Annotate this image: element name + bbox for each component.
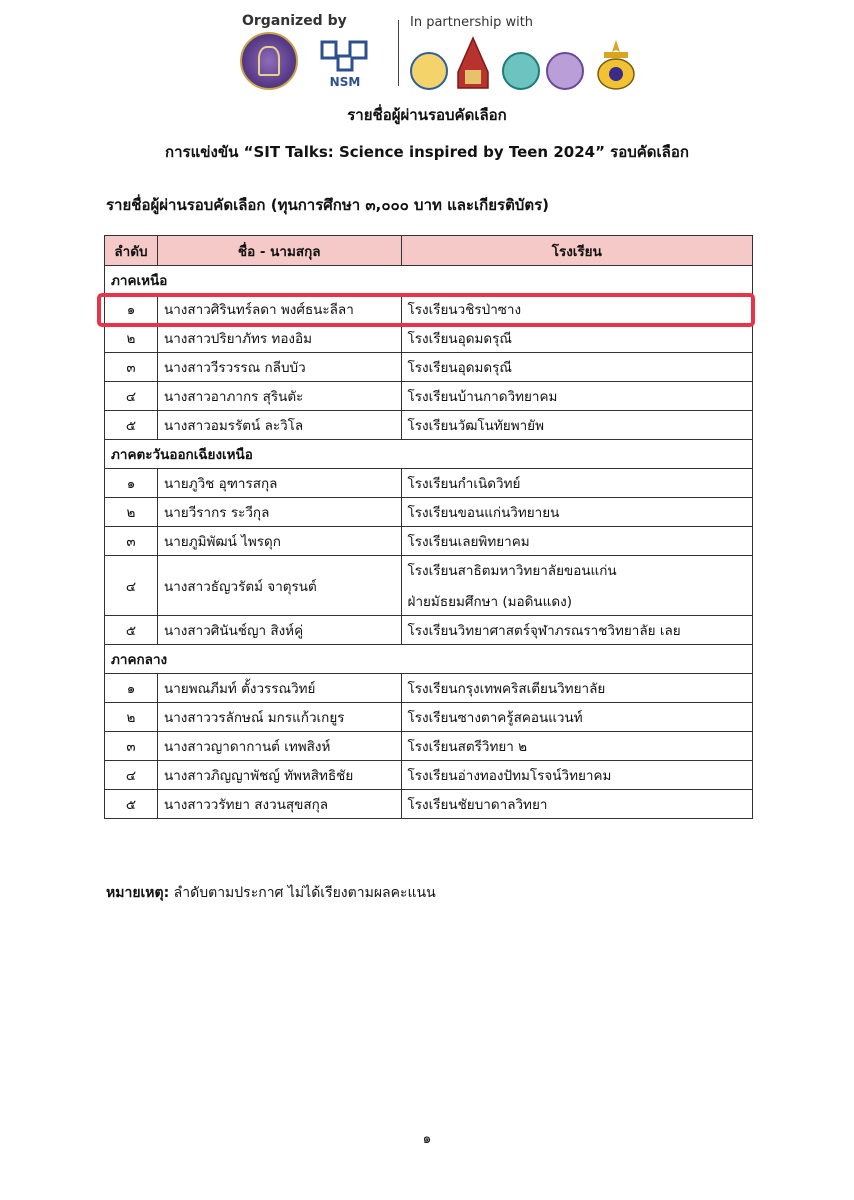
row-number: ๓ [105, 353, 158, 382]
table-row [105, 353, 753, 382]
header-name: ชื่อ - นามสกุล [157, 236, 401, 266]
section-heading: รายชื่อผู้ผ่านรอบคัดเลือก (ทุนการศึกษา ๓,๐๐๐ บาท และเกียรติบัตร) [106, 196, 549, 214]
partner-logo-4-icon [546, 52, 584, 90]
school-name: โรงเรียนสตรีวิทยา ๒ [401, 732, 752, 761]
table-row [105, 527, 753, 556]
student-name: นางสาวปริยาภัทร ทองอิม [157, 324, 401, 353]
page-title: รายชื่อผู้ผ่านรอบคัดเลือก [347, 106, 507, 124]
partner-logo-2-icon [454, 36, 492, 90]
school-name: โรงเรียนวิทยาศาสตร์จุฬาภรณราชวิทยาลัย เลย [401, 616, 752, 645]
region-northeast: ภาคตะวันออกเฉียงเหนือ [105, 440, 753, 469]
student-name: นางสาววีรวรรณ กลีบบัว [157, 353, 401, 382]
footnote-label: หมายเหตุ: [106, 885, 170, 901]
table-row [105, 382, 753, 411]
table-row [105, 498, 753, 527]
school-name: โรงเรียนเลยพิทยาคม [401, 527, 752, 556]
table-row [105, 411, 753, 440]
school-name: โรงเรียนกำเนิดวิทย์ [401, 469, 752, 498]
header [0, 0, 854, 100]
competition-subtitle: การแข่งขัน “SIT Talks: Science inspired by Teen 2024” รอบคัดเลือก [165, 143, 689, 161]
row-number: ๔ [105, 556, 158, 616]
student-name: นางสาววรัทยา สงวนสุขสกุล [157, 790, 401, 819]
partner-logo-3-icon [502, 52, 540, 90]
student-name: นายวีรากร ระวีกุล [157, 498, 401, 527]
nsm-logo-text: NSM [329, 75, 361, 89]
student-name: นางสาวศิรินทร์ลดา พงศ์ธนะลีลา [157, 295, 401, 324]
school-name: โรงเรียนวัฒโนทัยพายัพ [401, 411, 752, 440]
table-header-row [105, 236, 753, 266]
table-row [105, 732, 753, 761]
row-number: ๑ [105, 674, 158, 703]
partnership-label: In partnership with [410, 15, 534, 30]
table-row [105, 674, 753, 703]
row-number: ๑ [105, 469, 158, 498]
table-row [105, 469, 753, 498]
mahidol-seal-icon [240, 32, 298, 90]
row-number: ๒ [105, 324, 158, 353]
student-name: นางสาววรลักษณ์ มกรแก้วเกยูร [157, 703, 401, 732]
table-row [105, 324, 753, 353]
school-name: โรงเรียนสาธิตมหาวิทยาลัยขอนแก่น [407, 563, 617, 579]
table-row [105, 616, 753, 645]
school-name-multiline [401, 556, 752, 616]
table-row [105, 790, 753, 819]
student-name: นางสาวภิญญาพัชญ์ ทัพหสิทธิชัย [157, 761, 401, 790]
header-school: โรงเรียน [401, 236, 752, 266]
school-name: โรงเรียนกรุงเทพคริสเตียนวิทยาลัย [401, 674, 752, 703]
student-name: นางสาวธัญวรัตม์ จาตุรนต์ [157, 556, 401, 616]
row-number: ๔ [105, 382, 158, 411]
row-number: ๓ [105, 732, 158, 761]
region-row [105, 440, 753, 469]
row-number: ๓ [105, 527, 158, 556]
row-number: ๕ [105, 411, 158, 440]
student-name: นางสาวอมรรัตน์ ละวิโล [157, 411, 401, 440]
school-name: โรงเรียนชัยบาดาลวิทยา [401, 790, 752, 819]
student-name: นายภูมิพัฒน์ ไพรดุก [157, 527, 401, 556]
school-name: โรงเรียนบ้านกาดวิทยาคม [401, 382, 752, 411]
region-row [105, 645, 753, 674]
table-row [105, 295, 753, 324]
region-central: ภาคกลาง [105, 645, 753, 674]
page-number: ๑ [422, 1131, 432, 1147]
row-number: ๑ [105, 295, 158, 324]
partner-logo-5-icon [594, 38, 638, 92]
school-name: โรงเรียนซางตาครู้สคอนแวนท์ [401, 703, 752, 732]
results-table [104, 235, 753, 819]
partner-logo-1-icon [410, 52, 448, 90]
student-name: นายภูวิช อุฑารสกุล [157, 469, 401, 498]
row-number: ๔ [105, 761, 158, 790]
table-row [105, 556, 753, 616]
header-divider [398, 20, 399, 86]
table-row [105, 703, 753, 732]
school-name: โรงเรียนอ่างทองปัทมโรจน์วิทยาคม [401, 761, 752, 790]
table-row [105, 761, 753, 790]
nsm-logo-icon [314, 36, 376, 90]
school-name: โรงเรียนอุดมดรุณี [401, 324, 752, 353]
school-name: โรงเรียนอุดมดรุณี [401, 353, 752, 382]
row-number: ๕ [105, 616, 158, 645]
student-name: นางสาวอาภากร สุรินตัะ [157, 382, 401, 411]
footnote [106, 882, 436, 904]
row-number: ๒ [105, 498, 158, 527]
school-name-line2: ฝ่ายมัธยมศึกษา (มอดินแดง) [407, 594, 572, 610]
school-name: โรงเรียนวชิรป่าซาง [401, 295, 752, 324]
region-row [105, 266, 753, 295]
student-name: นายพณภีมท์ ตั้งวรรณวิทย์ [157, 674, 401, 703]
organized-by-label: Organized by [242, 13, 347, 29]
footnote-text: ลำดับตามประกาศ ไม่ได้เรียงตามผลคะแนน [169, 885, 436, 901]
student-name: นางสาวญาดากานต์ เทพสิงห์ [157, 732, 401, 761]
row-number: ๒ [105, 703, 158, 732]
row-number: ๕ [105, 790, 158, 819]
school-name: โรงเรียนขอนแก่นวิทยายน [401, 498, 752, 527]
header-order: ลำดับ [105, 236, 158, 266]
region-north: ภาคเหนือ [105, 266, 753, 295]
student-name: นางสาวศินันช์ญา สิงห์คู่ [157, 616, 401, 645]
